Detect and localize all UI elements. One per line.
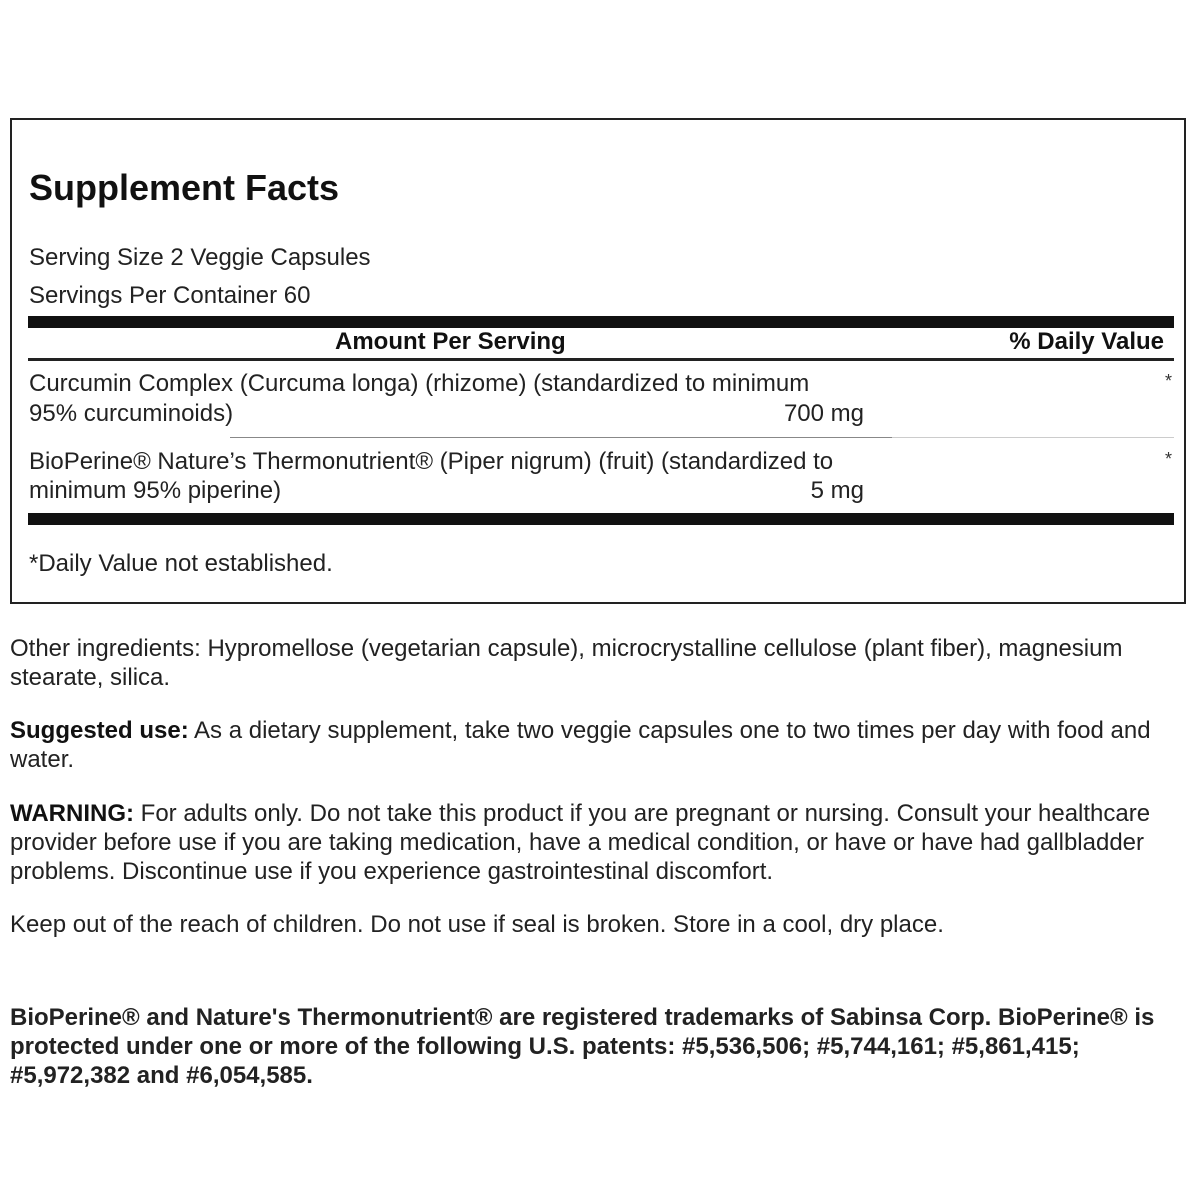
ingredient-2-daily-value: * (1164, 449, 1172, 469)
suggested-use-text: As a dietary supplement, take two veggie capsules one to two times per day with food and water. (10, 717, 1151, 773)
amount-per-serving-header: Amount Per Serving (335, 328, 566, 355)
ingredient-2-name-line1: BioPerine® Nature’s Thermonutrient® (Piper nigrum) (fruit) (standardized to (29, 448, 834, 475)
thick-divider-bottom (28, 513, 1174, 525)
ingredient-1-name-line2: 95% curcuminoids) (29, 400, 234, 427)
thick-divider-top (28, 316, 1174, 328)
ingredient-row-divider-light (892, 437, 1174, 438)
ingredient-1-daily-value: * (1164, 371, 1172, 391)
ingredient-2-name-line2: minimum 95% piperine) (29, 477, 282, 504)
serving-size: Serving Size 2 Veggie Capsules (29, 244, 371, 271)
servings-per-container: Servings Per Container 60 (29, 282, 311, 309)
facts-title: Supplement Facts (29, 167, 340, 208)
suggested-use-label: Suggested use: (10, 717, 189, 744)
suggested-use (10, 716, 1190, 774)
warning (10, 799, 1190, 886)
ingredient-1-amount: 700 mg (783, 400, 864, 427)
trademark-notice: BioPerine® and Nature's Thermonutrient® are registered trademarks of Sabinsa Corp. BioPerine® is protected under one or more of the following U.S. patents: #5,536,506; #5,744,161; #5,861,415; #5,972,382 and #6,054,585. (10, 1004, 1155, 1089)
ingredient-1-name-line1: Curcumin Complex (Curcuma longa) (rhizome) (standardized to minimum (29, 370, 810, 397)
other-ingredients: Other ingredients: Hypromellose (vegetarian capsule), microcrystalline cellulose (plant fiber), magnesium stearate, silica. (10, 635, 1123, 691)
daily-value-footnote: *Daily Value not established. (29, 550, 333, 577)
storage-instructions: Keep out of the reach of children. Do not use if seal is broken. Store in a cool, dry place. (10, 911, 944, 938)
warning-label: WARNING: (10, 800, 134, 827)
ingredient-2-amount: 5 mg (810, 477, 864, 504)
warning-text: For adults only. Do not take this product if you are pregnant or nursing. Consult your healthcare provider before use if you are taking medication, have a medical condition, or have or have had gallbladder problems. Discontinue use if you experience gastrointestinal discomfort. (10, 800, 1151, 885)
header-divider (28, 358, 1174, 361)
supplement-facts-panel (10, 118, 1186, 604)
ingredient-row-divider (230, 437, 892, 438)
daily-value-header: % Daily Value (1009, 328, 1164, 355)
